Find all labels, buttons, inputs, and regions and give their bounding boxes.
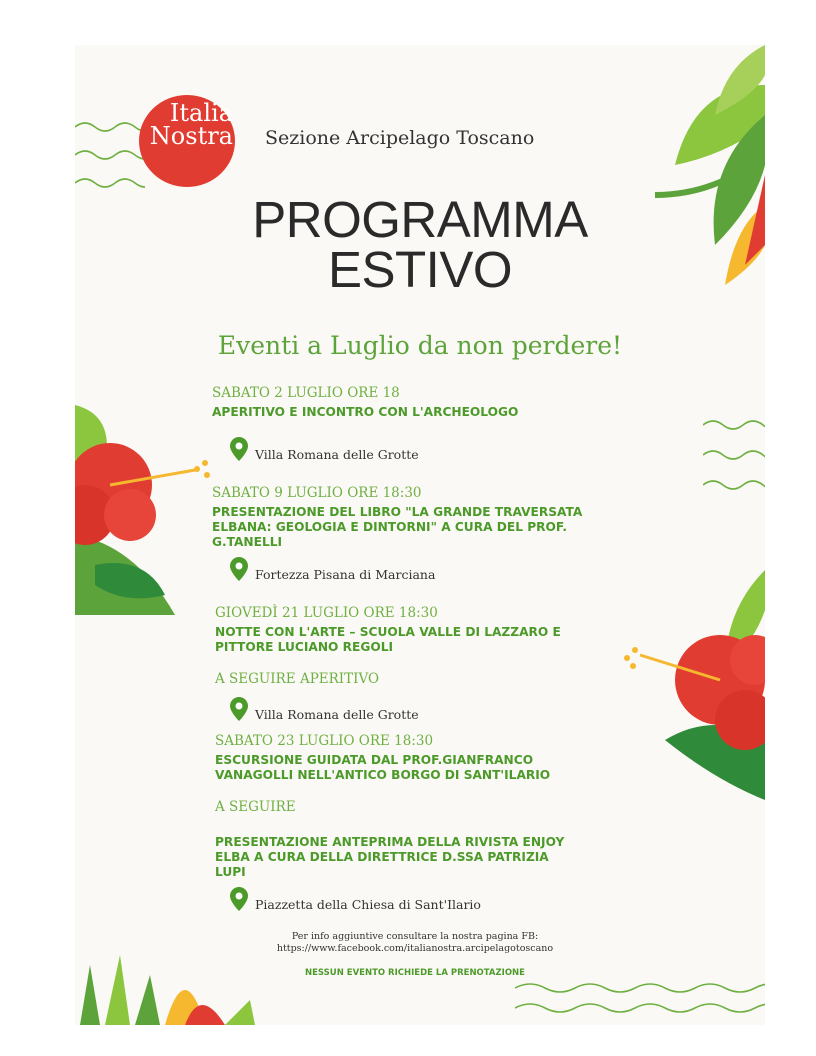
section-name: Sezione Arcipelago Toscano	[265, 127, 535, 149]
event-1-date: SABATO 2 LUGLIO ORE 18	[212, 385, 400, 401]
event-2-title	[212, 505, 582, 550]
event-3-title-line-1: NOTTE CON L'ARTE – SCUOLA VALLE DI LAZZARO E	[215, 625, 561, 639]
event-1-location: Villa Romana delle Grotte	[255, 447, 419, 462]
event-4-extra-line-2: ELBA A CURA DELLA DIRETTRICE D.SSA PATRIZIA	[215, 850, 549, 864]
hibiscus-flower-right	[605, 570, 765, 820]
hibiscus-flower-left	[75, 385, 215, 615]
location-pin-icon	[230, 887, 248, 911]
event-3-date: GIOVEDÌ 21 LUGLIO ORE 18:30	[215, 605, 438, 621]
logo-text-italia: Italia	[169, 99, 233, 127]
event-2-date: SABATO 9 LUGLIO ORE 18:30	[212, 485, 422, 501]
title-line-1: PROGRAMMA	[252, 191, 588, 248]
location-pin-icon	[230, 697, 248, 721]
event-2-location: Fortezza Pisana di Marciana	[255, 567, 436, 582]
event-4-title-line-2: VANAGOLLI NELL'ANTICO BORGO DI SANT'ILARIO	[215, 768, 551, 782]
facebook-link[interactable]: https://www.facebook.com/italianostra.arcipelagotoscano	[276, 943, 554, 954]
info-text	[250, 931, 580, 955]
event-2-title-line-1: PRESENTAZIONE DEL LIBRO "LA GRANDE TRAVERSATA	[212, 505, 583, 519]
event-3-location: Villa Romana delle Grotte	[255, 707, 419, 722]
logo-text-nostra: Nostra	[149, 122, 233, 150]
wave-lines-bottom-right	[515, 980, 765, 1025]
italia-nostra-logo	[137, 91, 237, 189]
event-3-title	[215, 625, 561, 655]
event-4-note: A SEGUIRE	[215, 799, 296, 815]
poster	[75, 45, 765, 1025]
wave-lines-right	[703, 415, 765, 505]
event-4-extra-line-1: PRESENTAZIONE ANTEPRIMA DELLA RIVISTA ENJOY	[215, 835, 565, 849]
page-title	[75, 191, 765, 298]
event-4-extra	[215, 835, 564, 880]
event-1-title: APERITIVO E INCONTRO CON L'ARCHEOLOGO	[212, 405, 519, 419]
location-pin-icon	[230, 557, 248, 581]
event-4-extra-line-3: LUPI	[215, 865, 246, 879]
event-3-note: A SEGUIRE APERITIVO	[215, 671, 380, 687]
event-4-date: SABATO 23 LUGLIO ORE 18:30	[215, 733, 434, 749]
no-booking-notice: NESSUN EVENTO RICHIEDE LA PRENOTAZIONE	[305, 968, 525, 978]
event-3-title-line-2: PITTORE LUCIANO REGOLI	[215, 640, 394, 654]
event-2-title-line-2: ELBANA: GEOLOGIA E DINTORNI" A CURA DEL PROF.	[212, 520, 568, 534]
event-4-title	[215, 753, 550, 783]
subtitle: Eventi a Luglio da non perdere!	[217, 331, 623, 360]
location-pin-icon	[230, 437, 248, 461]
tropical-leaves-bottom-left	[75, 945, 275, 1025]
info-line-1: Per info aggiuntive consultare la nostra pagina FB:	[291, 931, 539, 942]
wave-lines-top-left	[75, 115, 145, 205]
event-4-location: Piazzetta della Chiesa di Sant'Ilario	[255, 897, 481, 912]
event-4-title-line-1: ESCURSIONE GUIDATA DAL PROF.GIANFRANCO	[215, 753, 534, 767]
event-2-title-line-3: G.TANELLI	[212, 535, 283, 549]
title-line-2: ESTIVO	[327, 241, 513, 298]
